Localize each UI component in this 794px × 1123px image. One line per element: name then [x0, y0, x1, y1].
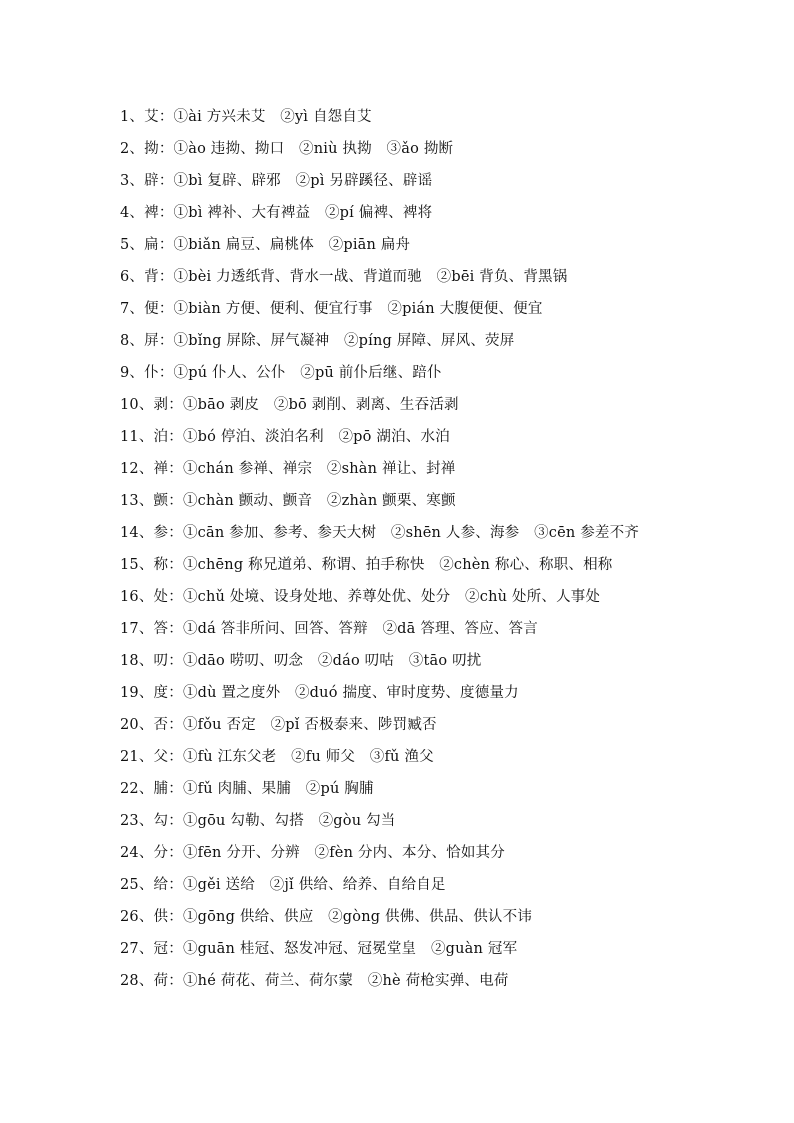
- list-item: 26、供：①gōng 供给、供应 ②gòng 供佛、供品、供认不讳: [120, 909, 533, 925]
- list-item: 18、叨：①dāo 唠叨、叨念 ②dáo 叨咕 ③tāo 叨扰: [120, 653, 482, 669]
- polyphone-list: [120, 106, 760, 1002]
- list-item: 10、剥：①bāo 剥皮 ②bō 剥削、剥离、生吞活剥: [120, 397, 459, 413]
- list-item: 2、拗：①ào 违拗、拗口 ②niù 执拗 ③ǎo 拗断: [120, 141, 454, 157]
- list-item: 1、艾：①ài 方兴未艾 ②yì 自怨自艾: [120, 109, 372, 125]
- list-item: 12、禅：①chán 参禅、禅宗 ②shàn 禅让、封禅: [120, 461, 456, 477]
- list-item: 24、分：①fēn 分开、分辨 ②fèn 分内、本分、恰如其分: [120, 845, 505, 861]
- list-item: 16、处：①chǔ 处境、设身处地、养尊处优、处分 ②chù 处所、人事处: [120, 589, 601, 605]
- list-item: 3、辟：①bì 复辟、辟邪 ②pì 另辟蹊径、辟谣: [120, 173, 433, 189]
- list-item: 22、脯：①fǔ 肉脯、果脯 ②pú 胸脯: [120, 781, 374, 797]
- list-item: 11、泊：①bó 停泊、淡泊名利 ②pō 湖泊、水泊: [120, 429, 450, 445]
- list-item: 13、颤：①chàn 颤动、颤音 ②zhàn 颤栗、寒颤: [120, 493, 456, 509]
- list-item: 21、父：①fù 江东父老 ②fu 师父 ③fǔ 渔父: [120, 749, 434, 765]
- list-item: 23、勾：①gōu 勾勒、勾搭 ②gòu 勾当: [120, 813, 396, 829]
- list-item: 9、仆：①pú 仆人、公仆 ②pū 前仆后继、踣仆: [120, 365, 442, 381]
- list-item: 6、背：①bèi 力透纸背、背水一战、背道而驰 ②bēi 背负、背黑锅: [120, 269, 568, 285]
- list-item: 14、参：①cān 参加、参考、参天大树 ②shēn 人参、海参 ③cēn 参差不齐: [120, 525, 640, 541]
- list-item: 8、屏：①bǐng 屏除、屏气凝神 ②píng 屏障、屏风、荧屏: [120, 333, 515, 349]
- list-item: 27、冠：①guān 桂冠、怒发冲冠、冠冕堂皇 ②guàn 冠军: [120, 941, 518, 957]
- list-item: 5、扁：①biǎn 扁豆、扁桃体 ②piān 扁舟: [120, 237, 411, 253]
- list-item: 19、度：①dù 置之度外 ②duó 揣度、审时度势、度德量力: [120, 685, 519, 701]
- list-item: 4、裨：①bì 裨补、大有裨益 ②pí 偏裨、裨将: [120, 205, 433, 221]
- list-item: 20、否：①fǒu 否定 ②pǐ 否极泰来、陟罚臧否: [120, 717, 437, 733]
- list-item: 25、给：①gěi 送给 ②jǐ 供给、给养、自给自足: [120, 877, 446, 893]
- list-item: 15、称：①chēng 称兄道弟、称谓、拍手称快 ②chèn 称心、称职、相称: [120, 557, 613, 573]
- list-item: 7、便：①biàn 方便、便利、便宜行事 ②pián 大腹便便、便宜: [120, 301, 543, 317]
- list-item: 17、答：①dá 答非所问、回答、答辩 ②dā 答理、答应、答言: [120, 621, 538, 637]
- list-item: 28、荷：①hé 荷花、荷兰、荷尔蒙 ②hè 荷枪实弹、电荷: [120, 973, 509, 989]
